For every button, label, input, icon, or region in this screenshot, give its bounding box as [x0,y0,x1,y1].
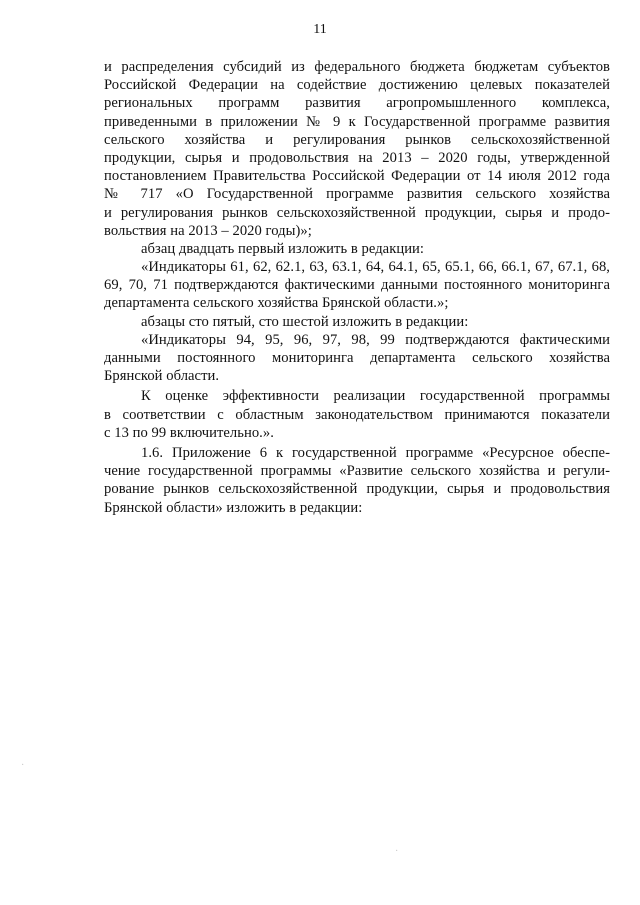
text-line: рование рынков сельскохозяйственной продукции, сырья и продовольствия [104,481,610,498]
text-line: с 13 по 99 включительно.». [104,424,274,441]
scan-speck: · [21,760,25,771]
text-line: абзацы сто пятый, сто шестой изложить в редакции: [141,313,469,330]
text-line: и распределения субсидий из федерального бюджета бюджетам субъектов [104,59,610,75]
text-line: сельского хозяйства и регулирования рынков сельскохозяйственной [104,131,610,148]
text-line: данными постоянного мониторинга департамента сельского хозяйства [104,350,610,366]
text-line: департамента сельского хозяйства Брянской области.»; [104,295,449,312]
text-line: Брянской области. [104,368,220,385]
text-line: № 717 «О Государственной программе развития сельского хозяйства [104,186,610,203]
text-line: региональных программ развития агропромышленного комплекса, [104,95,610,112]
text-line: 1.6. Приложение 6 к государственной программе «Ресурсное обеспе- [141,444,610,461]
text-line: приведенными в приложении № 9 к Государственной программе развития [104,113,610,130]
text-line: «Индикаторы 94, 95, 96, 97, 98, 99 подтверждаются фактическими [141,331,610,348]
paragraph-abzac-21 [104,240,610,258]
text-line: вольствия на 2013 – 2020 годы)»; [104,222,312,239]
text-line: продукции, сырья и продовольствия на 2013 – 2020 годы, утвержденной [104,149,610,166]
text-line: «Индикаторы 61, 62, 62.1, 63, 63.1, 64, 64.1, 65, 65.1, 66, 66.1, 67, 67.1, 68, [141,259,610,276]
text-line: абзац двадцать первый изложить в редакции: [141,240,425,257]
paragraph-evaluation [104,387,610,442]
text-line: в соответствии с областным законодательством принимаются показатели [104,406,610,423]
text-line: постановлением Правительства Российской Федерации от 14 июля 2012 года [104,168,610,185]
paragraph-abzac-105-106 [104,313,610,331]
paragraph-subsidies [104,58,610,240]
paragraph-indicators-94 [104,331,610,386]
scan-speck: · [395,846,399,857]
text-line: Брянской области» изложить в редакции: [104,499,363,516]
text-line: и регулирования рынков сельскохозяйственной продукции, сырья и продо- [104,204,610,221]
document-body [104,58,610,517]
text-line: 69, 70, 71 подтверждаются фактическими данными постоянного мониторинга [104,277,610,294]
text-line: К оценке эффективности реализации государственной программы [141,388,610,405]
text-line: Российской Федерации на содействие достижению целевых показателей [104,77,610,94]
paragraph-indicators-61 [104,258,610,313]
page-number: 11 [313,22,327,37]
text-line: чение государственной программы «Развитие сельского хозяйства и регули- [104,463,610,480]
paragraph-appendix-6 [104,444,610,517]
